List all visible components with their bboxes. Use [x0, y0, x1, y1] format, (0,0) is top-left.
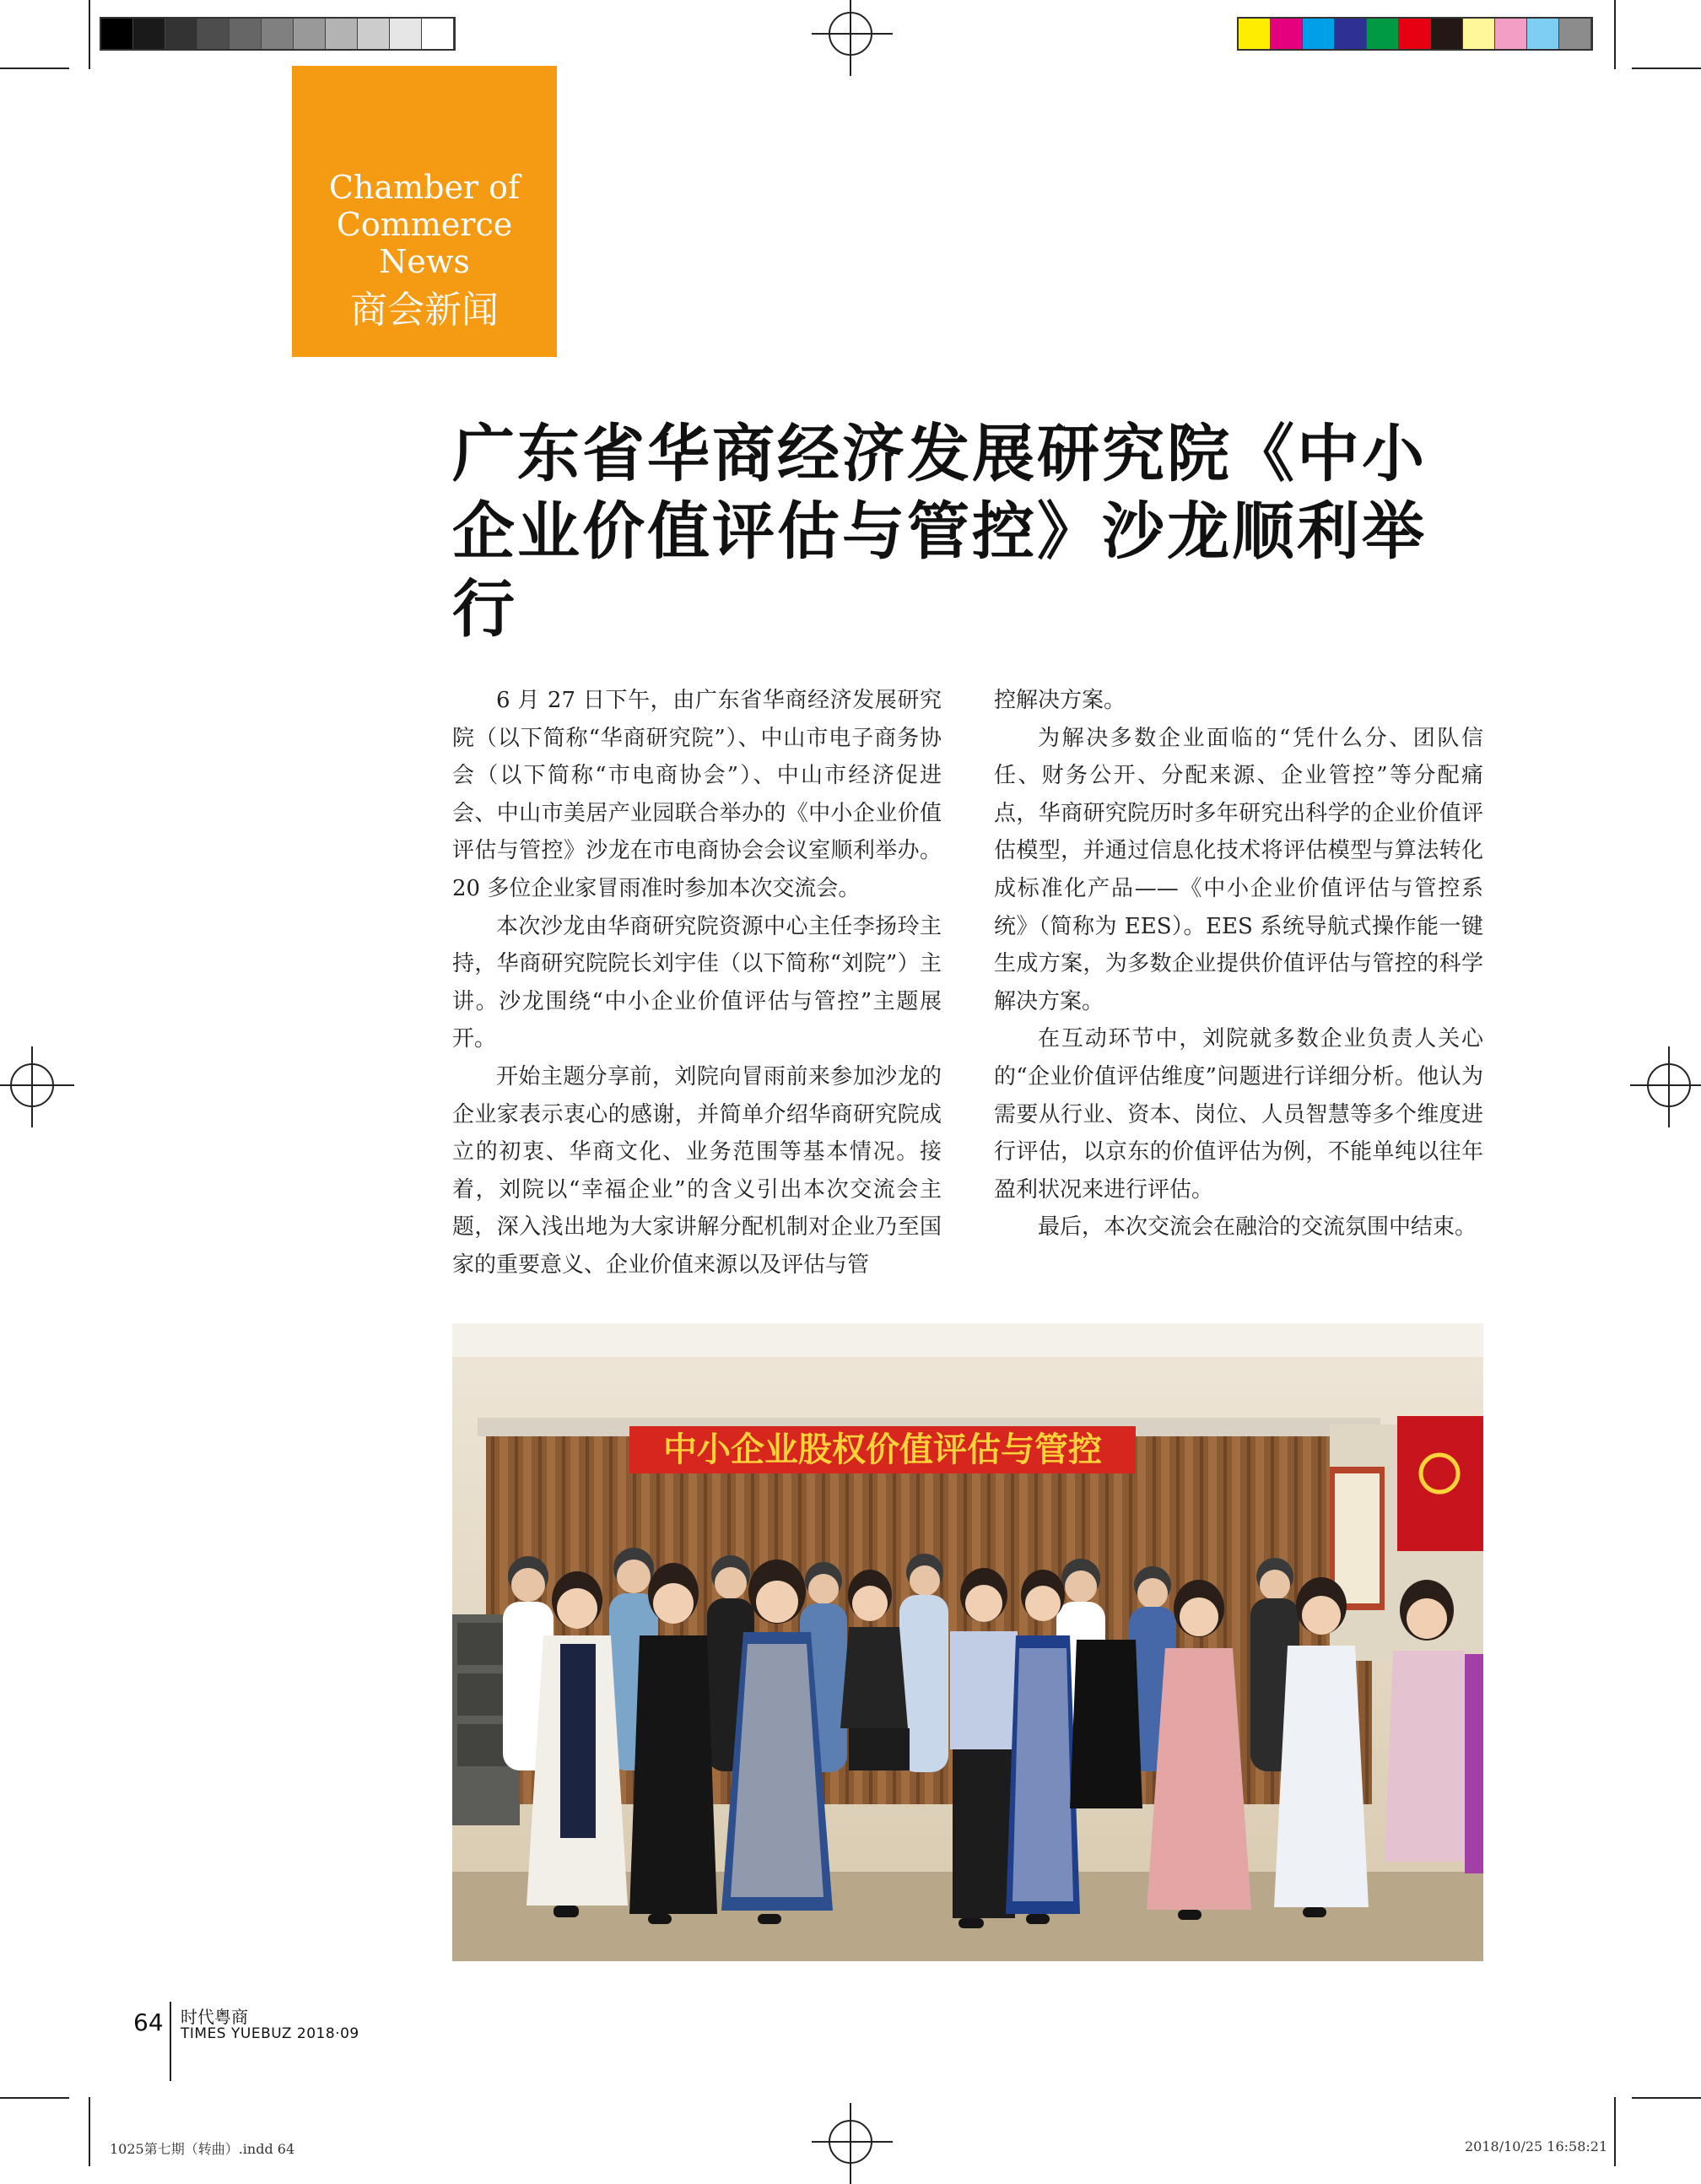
magazine-name-en: TIMES YUEBUZ 2018·09 — [181, 2025, 359, 2042]
calibration-swatch — [390, 19, 422, 49]
calibration-swatch — [294, 19, 326, 49]
calibration-swatch — [326, 19, 358, 49]
registration-mark-icon — [1647, 1063, 1691, 1107]
registration-mark-icon — [10, 1063, 54, 1107]
calibration-swatch — [358, 19, 390, 49]
article-column-left — [452, 682, 942, 1284]
group-photo-illustration — [452, 1323, 1483, 1961]
crop-mark — [1614, 2097, 1616, 2166]
people-group — [503, 1548, 1483, 1928]
magazine-name-zh: 时代粤商 — [181, 2007, 248, 2027]
section-title-en-2: Commerce News — [336, 206, 513, 280]
print-slug-filename: 1025第七期（转曲）.indd 64 — [110, 2141, 295, 2157]
group-photo — [452, 1323, 1483, 1961]
article-headline: 广东省华商经济发展研究院《中小企业价值评估与管控》沙龙顺利举行 — [452, 418, 1427, 646]
footer-divider — [170, 2002, 171, 2081]
calibration-swatch — [1463, 19, 1495, 49]
grayscale-calibration-bar — [100, 17, 456, 51]
crop-mark — [89, 2097, 90, 2166]
calibration-swatch — [1495, 19, 1527, 49]
paragraph: 为解决多数企业面临的“凭什么分、团队信任、财务公开、分配来源、企业管控”等分配痛点，华商研究院历时多年研究出科学的企业价值评估模型，并通过信息化技术将评估模型与算法转化成标准化产品——《中小企业价值评估与管控系统》（简称为 EES）。EES 系统导航式操作能一键生成方案，为多数企业提供价值评估与管控的科学解决方案。 — [994, 725, 1483, 1014]
crop-mark — [1632, 2097, 1701, 2099]
paragraph: 开始主题分享前，刘院向冒雨前来参加沙龙的企业家表示衷心的感谢，并简单介绍华商研究院成立的初衷、华商文化、业务范围等基本情况。接着，刘院以“幸福企业”的含义引出本次交流会主题，深入浅出地为大家讲解分配机制对企业乃至国家的重要意义、企业价值来源以及评估与管 — [452, 1063, 942, 1278]
paragraph: 最后，本次交流会在融洽的交流氛围中结束。 — [1038, 1214, 1477, 1241]
section-title-en-1: Chamber of — [328, 169, 521, 206]
paragraph: 6 月 27 日下午，由广东省华商经济发展研究院（以下简称“华商研究院”）、中山市电子商务协会（以下简称“市电商协会”）、中山市经济促进会、中山市美居产业园联合举办的《中小企业价值评估与管控》沙龙在市电商协会会议室顺利举办。20 多位企业家冒雨准时参加本次交流会。 — [452, 688, 942, 901]
calibration-swatch — [1367, 19, 1399, 49]
crop-mark — [0, 68, 69, 69]
calibration-swatch — [165, 19, 197, 49]
calibration-swatch — [1239, 19, 1271, 49]
calibration-swatch — [197, 19, 230, 49]
calibration-swatch — [1335, 19, 1367, 49]
crop-mark — [1614, 0, 1616, 69]
crop-mark — [1632, 68, 1701, 69]
section-title-zh: 商会新闻 — [350, 289, 499, 332]
calibration-swatch — [1303, 19, 1335, 49]
article-column-right — [994, 682, 1483, 1246]
calibration-swatch — [101, 19, 133, 49]
paragraph: 在互动环节中，刘院就多数企业负责人关心的“企业价值评估维度”问题进行详细分析。他认为需要从行业、资本、岗位、人员智慧等多个维度进行评估，以京东的价值评估为例，不能单纯以往年盈利状况来进行评估。 — [994, 1026, 1483, 1203]
print-slug-timestamp: 2018/10/25 16:58:21 — [1465, 2138, 1608, 2154]
calibration-swatch — [230, 19, 262, 49]
crop-mark — [0, 2097, 69, 2099]
section-badge — [292, 66, 557, 357]
calibration-swatch — [1399, 19, 1431, 49]
calibration-swatch — [133, 19, 165, 49]
registration-mark-icon — [829, 12, 872, 56]
color-calibration-bar — [1237, 17, 1593, 51]
banner-text: 中小企业股权价值评估与管控 — [663, 1430, 1102, 1469]
calibration-swatch — [262, 19, 294, 49]
calibration-swatch — [1431, 19, 1463, 49]
paragraph-continued: 控解决方案。 — [994, 688, 1126, 713]
crop-mark — [89, 0, 90, 69]
paragraph: 本次沙龙由华商研究院资源中心主任李扬玲主持，华商研究院院长刘宇佳（以下简称“刘院”）主讲。沙龙围绕“中小企业价值评估与管控”主题展开。 — [452, 913, 942, 1052]
calibration-swatch — [1271, 19, 1303, 49]
calibration-swatch — [1559, 19, 1591, 49]
calibration-swatch — [422, 19, 454, 49]
registration-mark-icon — [829, 2120, 872, 2164]
calibration-swatch — [1527, 19, 1559, 49]
page-number: 64 — [133, 2008, 164, 2036]
